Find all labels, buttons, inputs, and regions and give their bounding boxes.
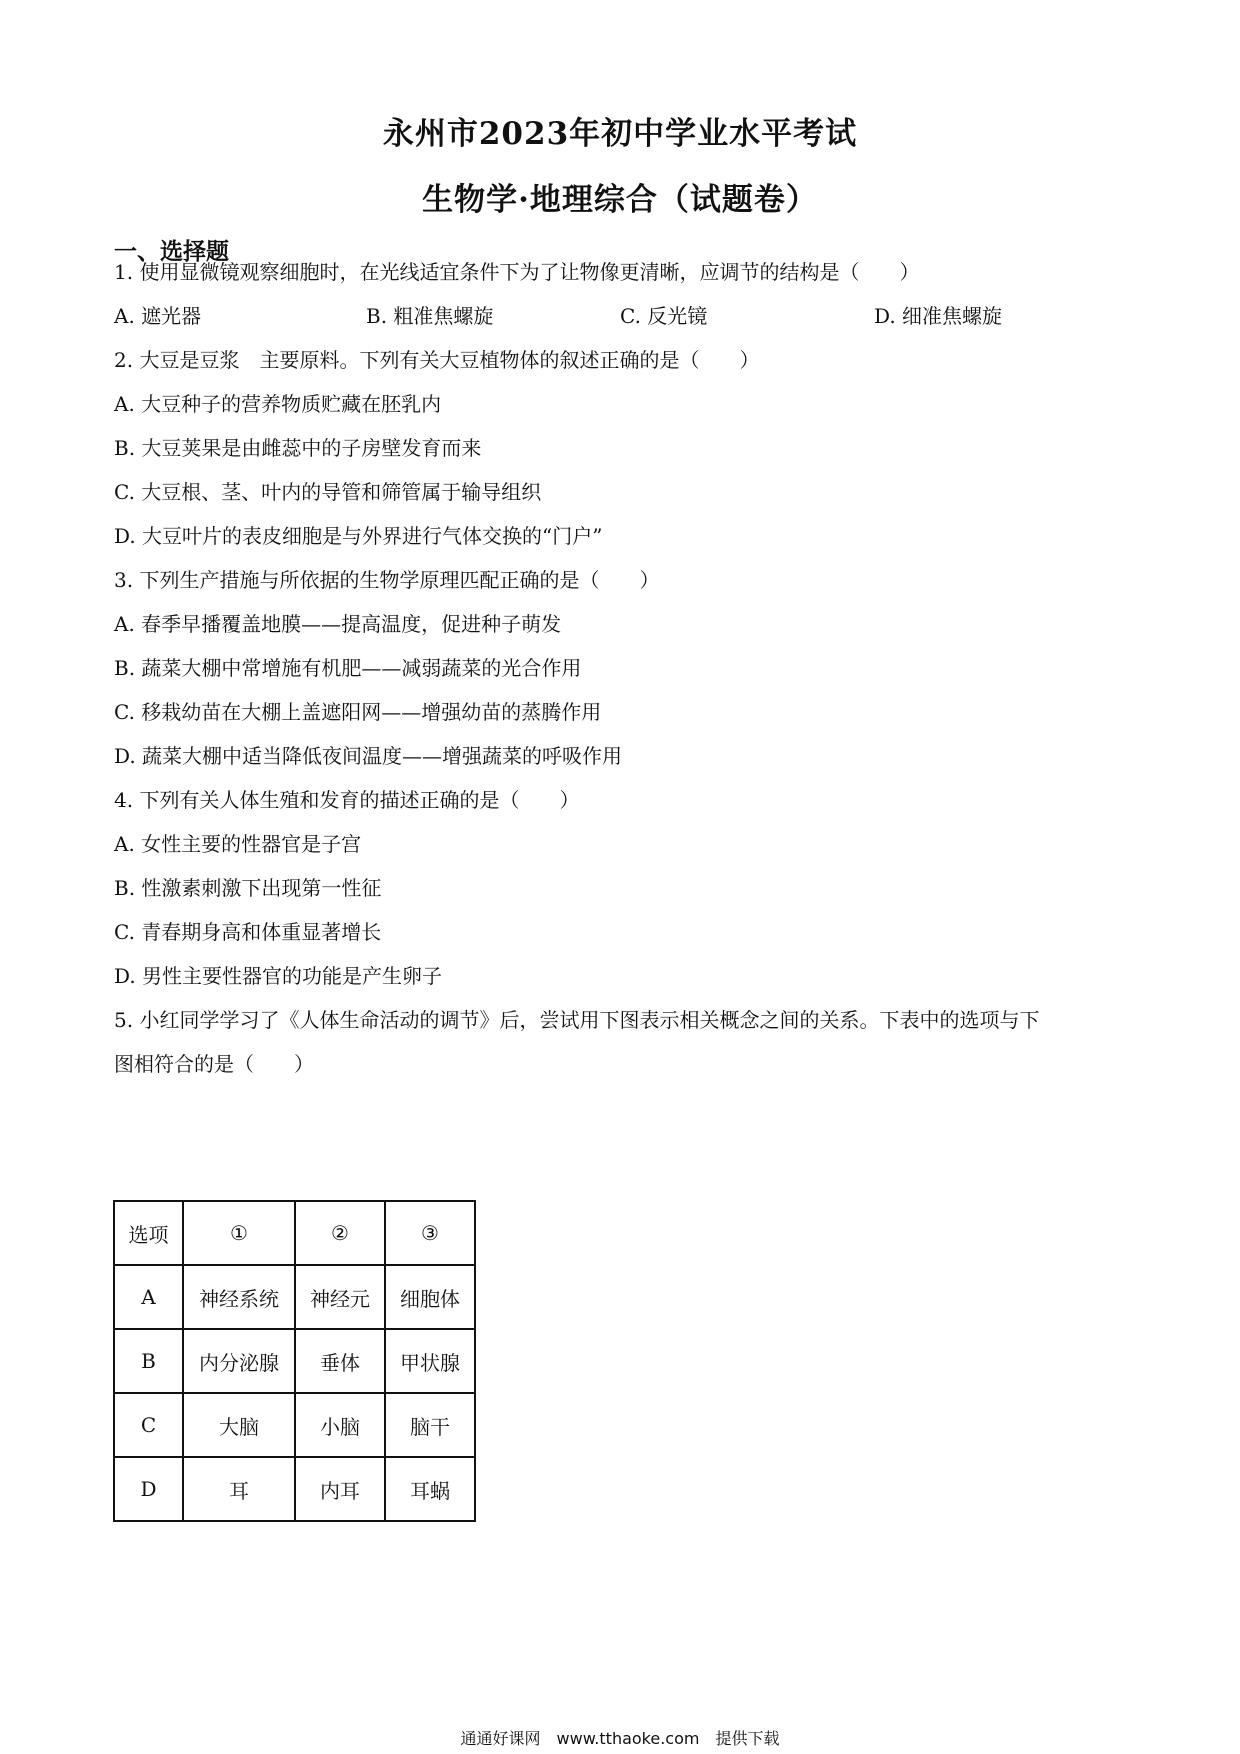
table-cell: 小脑: [295, 1393, 385, 1457]
table-cell: 神经元: [295, 1265, 385, 1329]
question-3-option-a: A. 春季早播覆盖地膜——提高温度，促进种子萌发: [114, 612, 562, 636]
question-4-option-a: A. 女性主要的性器官是子宫: [114, 832, 362, 856]
table-header-cell: ①: [183, 1201, 295, 1265]
question-4-option-c: C. 青春期身高和体重显著增长: [114, 920, 382, 944]
table-cell: 脑干: [385, 1393, 475, 1457]
question-4-option-b: B. 性激素刺激下出现第一性征: [114, 876, 382, 900]
exam-title: 永州市2023年初中学业水平考试: [382, 116, 858, 152]
table-cell: 耳: [183, 1457, 295, 1521]
table-row: [114, 1329, 475, 1393]
table-header-cell: ②: [295, 1201, 385, 1265]
question-1-option-d: D. 细准焦螺旋: [874, 304, 1003, 328]
table-cell: 甲状腺: [385, 1329, 475, 1393]
table-header-cell: ③: [385, 1201, 475, 1265]
table-cell: D: [114, 1457, 183, 1521]
question-4-option-d: D. 男性主要性器官的功能是产生卵子: [114, 964, 443, 988]
question-3-option-b: B. 蔬菜大棚中常增施有机肥——减弱蔬菜的光合作用: [114, 656, 582, 680]
question-4-stem: 4. 下列有关人体生殖和发育的描述正确的是（ ）: [114, 788, 580, 812]
table-cell: 神经系统: [183, 1265, 295, 1329]
table-cell: B: [114, 1329, 183, 1393]
question-3-option-c: C. 移栽幼苗在大棚上盖遮阳网——增强幼苗的蒸腾作用: [114, 700, 602, 724]
question-2-stem: 2. 大豆是豆浆 主要原料。下列有关大豆植物体的叙述正确的是（ ）: [114, 348, 760, 372]
page-footer: 通通好课网 www.tthaoke.com 提供下载: [460, 1729, 780, 1748]
table-header-cell: 选项: [114, 1201, 183, 1265]
table-header-row: [114, 1201, 475, 1265]
table-row: [114, 1393, 475, 1457]
question-2-option-b: B. 大豆荚果是由雌蕊中的子房壁发育而来: [114, 436, 482, 460]
table-cell: C: [114, 1393, 183, 1457]
question-5-table: [113, 1200, 476, 1522]
table-cell: 大脑: [183, 1393, 295, 1457]
question-3-stem: 3. 下列生产措施与所依据的生物学原理匹配正确的是（ ）: [114, 568, 660, 592]
table-row: [114, 1265, 475, 1329]
table-cell: A: [114, 1265, 183, 1329]
section-heading: 一、选择题: [114, 238, 229, 265]
table-cell: 内耳: [295, 1457, 385, 1521]
question-5-stem-line-1: 5. 小红同学学习了《人体生命活动的调节》后，尝试用下图表示相关概念之间的关系。下表中的选项与下: [114, 1008, 1040, 1032]
question-5-stem-line-2: 图相符合的是（ ）: [114, 1052, 314, 1076]
question-2-option-a: A. 大豆种子的营养物质贮藏在胚乳内: [114, 392, 442, 416]
table-row: [114, 1457, 475, 1521]
question-1-option-a: A. 遮光器: [114, 304, 202, 328]
table-cell: 垂体: [295, 1329, 385, 1393]
question-2-option-c: C. 大豆根、茎、叶内的导管和筛管属于输导组织: [114, 480, 542, 504]
table-cell: 耳蜗: [385, 1457, 475, 1521]
question-2-option-d: D. 大豆叶片的表皮细胞是与外界进行气体交换的“门户”: [114, 524, 603, 548]
exam-subtitle: 生物学·地理综合（试题卷）: [422, 182, 818, 218]
table-cell: 内分泌腺: [183, 1329, 295, 1393]
question-1-stem: 1. 使用显微镜观察细胞时，在光线适宜条件下为了让物像更清晰，应调节的结构是（ ）: [114, 260, 920, 284]
question-1-option-c: C. 反光镜: [620, 304, 708, 328]
table-cell: 细胞体: [385, 1265, 475, 1329]
question-3-option-d: D. 蔬菜大棚中适当降低夜间温度——增强蔬菜的呼吸作用: [114, 744, 623, 768]
question-1-option-b: B. 粗准焦螺旋: [366, 304, 494, 328]
